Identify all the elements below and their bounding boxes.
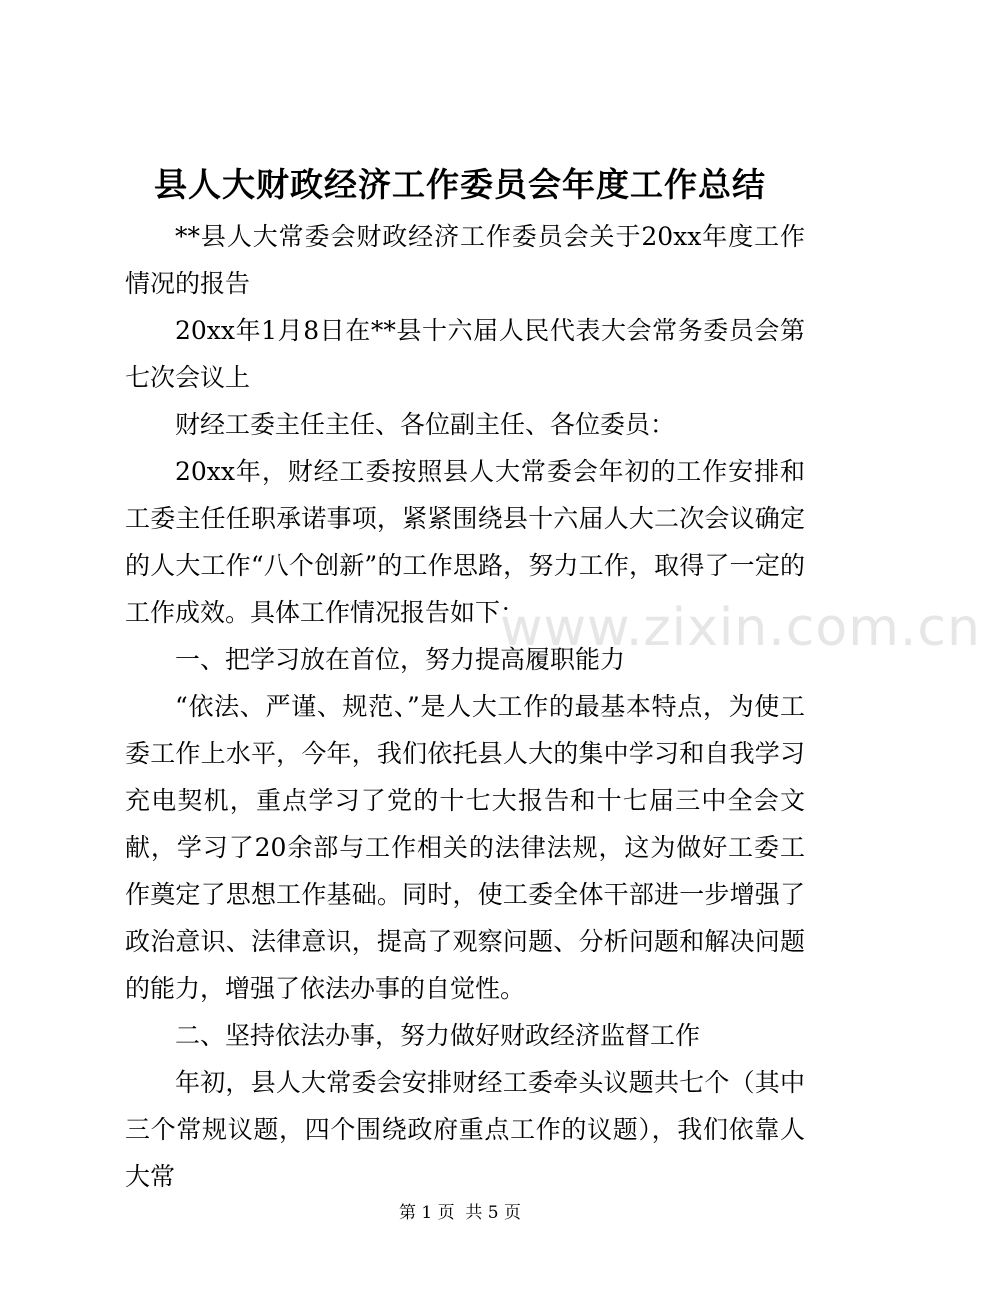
section-2-paragraph: 年初，县人大常委会安排财经工委牵头议题共七个（其中三个常规议题，四个围绕政府重点工作的议题），我们依靠人大常 — [125, 1068, 805, 1191]
meeting-date-line: 20xx年1月8日在**县十六届人民代表大会常务委员会第七次会议上 — [125, 316, 805, 392]
report-heading: **县人大常委会财政经济工作委员会关于20xx年度工作情况的报告 — [125, 222, 805, 298]
section-heading-2: 二、坚持依法办事，努力做好财政经济监督工作 — [175, 1021, 701, 1050]
section-1-paragraph: “依法、严谨、规范、”是人大工作的最基本特点，为使工委工作上水平，今年，我们依托县人大的集中学习和自我学习充电契机，重点学习了党的十七大报告和十七届三中全会文献，学习了20余部与工作相关的法律法规，这为做好工委工作奠定了思想工作基础。同时，使工委全体干部进一步增强了政治意识、法律意识，提高了观察问题、分析问题和解决问题的能力，增强了依法办事的自觉性。 — [125, 692, 805, 1003]
document-body — [125, 213, 805, 1200]
watermark: www.zixin.com.cn — [500, 598, 981, 658]
page-footer — [0, 1202, 920, 1224]
page-number-label: 第 1 页 共 5 页 — [398, 1203, 522, 1223]
document-title: 县人大财政经济工作委员会年度工作总结 — [154, 165, 766, 204]
intro-paragraph: 20xx年，财经工委按照县人大常委会年初的工作安排和工委主任任职承诺事项，紧紧围绕县十六届人大二次会议确定的人大工作“八个创新”的工作思路，努力工作，取得了一定的工作成效。具体工作情况报告如下： — [125, 457, 805, 627]
section-heading-1: 一、把学习放在首位，努力提高履职能力 — [175, 645, 626, 674]
salutation: 财经工委主任主任、各位副主任、各位委员： — [175, 410, 676, 439]
